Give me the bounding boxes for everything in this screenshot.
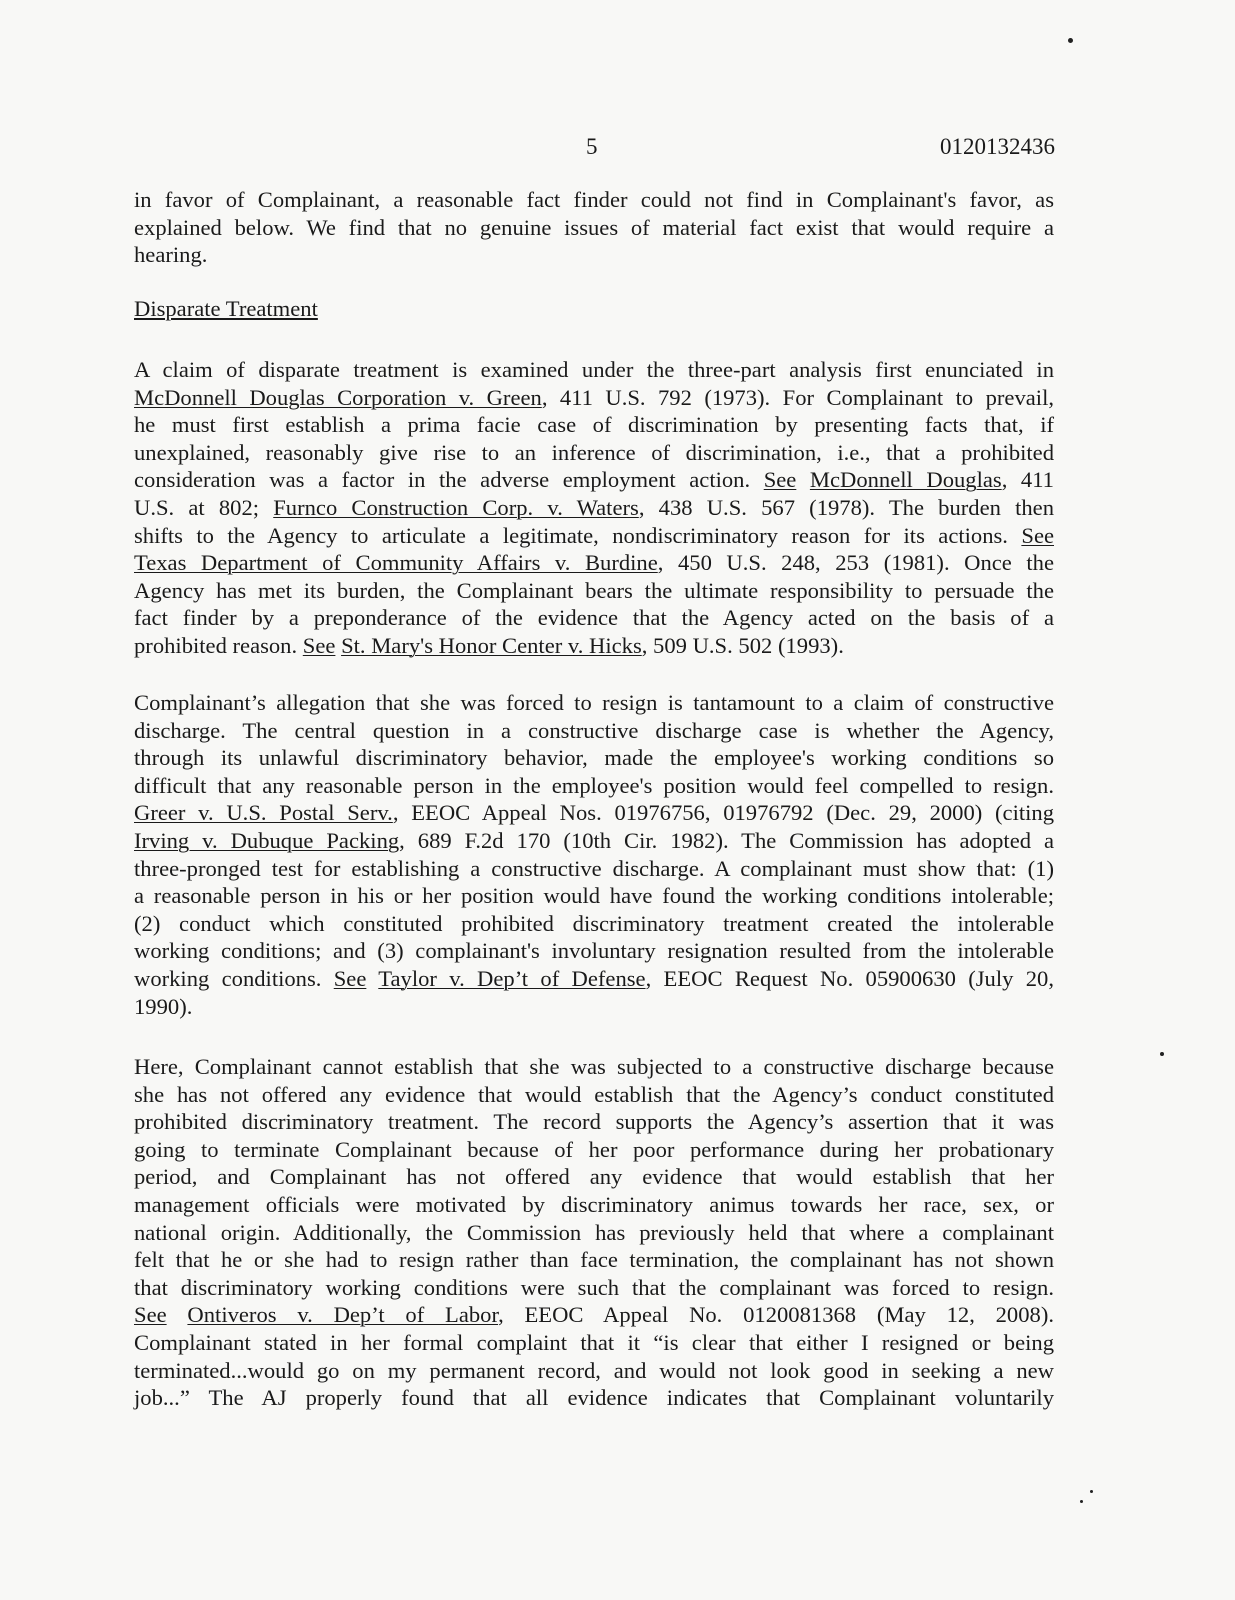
case-citation: Ontiveros v. Dep’t of Labor [187,1302,499,1328]
paragraph-disparate-treatment-standard [134,356,1054,660]
text-segment: prohibited discriminatory treatment. The record supports the Agency’s assertion that it was [134,1109,1054,1135]
text-segment: , 411 U.S. 792 (1973). For Complainant to prevail, [541,384,1054,410]
text-segment: difficult that any reasonable person in the employee's position would feel compelled to resign. [134,772,1054,798]
text-line [134,1357,1054,1385]
case-citation: Taylor v. Dep’t of Defense [378,965,646,991]
text-segment: Complainant stated in her formal complaint that it “is clear that either I resigned or being [134,1329,1054,1355]
text-segment: shifts to the Agency to articulate a legitimate, nondiscriminatory reason for its actions. [134,522,1022,548]
text-segment: Here, Complainant cannot establish that she was subjected to a constructive discharge because [134,1054,1054,1079]
text-segment: through its unlawful discriminatory behavior, made the employee's working conditions so [134,745,1054,771]
text-segment: , EEOC Appeal Nos. 01976756, 01976792 (Dec. 29, 2000) (citing [392,800,1054,826]
case-citation: McDonnell Douglas [809,467,1002,493]
text-segment [167,1302,188,1327]
text-line [134,1053,1054,1081]
text-line [134,1136,1054,1164]
text-line [134,214,1054,242]
text-line [134,356,1054,384]
text-segment: , 450 U.S. 248, 253 (1981). Once the [657,550,1054,576]
text-segment: that discriminatory working conditions were such that the complainant was forced to resign. [134,1274,1054,1300]
text-line [134,549,1054,577]
text-line [134,632,1054,660]
text-segment: Complainant’s allegation that she was forced to resign is tantamount to a claim of constructive [134,690,1054,715]
text-segment: , 438 U.S. 567 (1978). The burden then [638,494,1054,520]
text-segment: terminated...would go on my permanent record, and would not look good in seeking a new [134,1357,1054,1383]
text-segment: prohibited reason. [134,632,303,658]
text-segment: national origin. Additionally, the Commission has previously held that where a complainant [134,1219,1054,1245]
text-segment: 1990). [134,993,193,1019]
scan-speck [1090,1490,1093,1493]
text-segment: hearing. [134,242,208,268]
text-line [134,186,1054,214]
text-line [134,577,1054,605]
text-segment: felt that he or she had to resign rather than face termination, the complainant has not shown [134,1247,1054,1273]
text-line [134,411,1054,439]
text-segment: in favor of Complainant, a reasonable fact finder could not find in Complainant's favor, as [134,187,1054,212]
case-citation: McDonnell Douglas Corporation v. Green [134,384,542,410]
case-citation: Furnco Construction Corp. v. Waters [273,494,639,520]
paragraph-constructive-discharge [134,689,1054,1020]
text-segment: , 509 U.S. 502 (1993). [641,632,844,658]
scan-speck [1080,1500,1083,1503]
case-citation: Irving v. Dubuque Packing [134,827,400,853]
text-line [134,799,1054,827]
text-line [134,1329,1054,1357]
case-citation: See [763,467,797,493]
text-line [134,1081,1054,1109]
text-segment: Agency has met its burden, the Complainant bears the ultimate responsibility to persuade the [134,577,1054,603]
text-line [134,1108,1054,1136]
text-segment: U.S. at 802; [134,494,274,520]
scan-speck [1068,38,1073,43]
text-segment: discharge. The central question in a constructive discharge case is whether the Agency, [134,717,1054,743]
case-citation: Greer v. U.S. Postal Serv. [134,800,393,826]
text-segment [366,966,378,991]
paragraph-analysis [134,1053,1054,1412]
case-citation: St. Mary's Honor Center v. Hicks [341,632,642,658]
text-line [134,522,1054,550]
text-line [134,1246,1054,1274]
text-line [134,717,1054,745]
scan-speck [1160,1052,1164,1056]
text-line [134,1274,1054,1302]
text-segment: management officials were motivated by discriminatory animus towards her race, sex, or [134,1191,1054,1217]
text-segment: explained below. We find that no genuine issues of material fact exist that would require a [134,214,1054,240]
text-line [134,937,1054,965]
text-segment: , EEOC Appeal No. 0120081368 (May 12, 2008). [498,1302,1054,1328]
text-segment [796,467,810,492]
text-line [134,1219,1054,1247]
text-segment: period, and Complainant has not offered any evidence that would establish that her [134,1164,1054,1190]
section-heading: Disparate Treatment [134,296,318,321]
text-line [134,466,1054,494]
text-segment: working conditions; and (3) complainant's involuntary resignation resulted from the intolerable [134,938,1054,964]
text-line [134,965,1054,993]
text-line [134,241,1054,269]
text-line [134,604,1054,632]
case-citation: Texas Department of Community Affairs v. Burdine [134,550,658,576]
text-line [134,1191,1054,1219]
paragraph-summary-judgment [134,186,1054,269]
docket-number: 0120132436 [940,134,1055,159]
text-line [134,1384,1054,1412]
text-line [134,993,1054,1021]
text-line [134,494,1054,522]
text-line [134,1163,1054,1191]
text-segment: , EEOC Request No. 05900630 (July 20, [645,965,1054,991]
text-segment: working conditions. [134,965,334,991]
case-citation: See [333,965,367,991]
case-citation: See [302,632,336,658]
text-segment: unexplained, reasonably give rise to an inference of discrimination, i.e., that a prohibited [134,439,1054,465]
text-line [134,689,1054,717]
text-segment: (2) conduct which constituted prohibited discriminatory treatment created the intolerable [134,910,1054,936]
text-line [134,910,1054,938]
case-citation: See [134,1302,167,1328]
text-line [134,772,1054,800]
text-line [134,439,1054,467]
text-segment: , 689 F.2d 170 (10th Cir. 1982). The Commission has adopted a [399,827,1054,853]
text-segment: consideration was a factor in the adverse employment action. [134,467,764,493]
text-segment: going to terminate Complainant because of her poor performance during her probationary [134,1136,1054,1162]
text-segment: , 411 [1001,467,1054,493]
text-segment: he must first establish a prima facie case of discrimination by presenting facts that, if [134,412,1054,438]
text-line [134,882,1054,910]
text-line [134,855,1054,883]
text-segment: A claim of disparate treatment is examined under the three-part analysis first enunciated in [134,357,1054,382]
page-number: 5 [586,134,598,159]
text-segment: three-pronged test for establishing a constructive discharge. A complainant must show that: (1) [134,855,1054,881]
case-citation: See [1021,522,1054,548]
text-line [134,384,1054,412]
text-line [134,744,1054,772]
text-segment: she has not offered any evidence that would establish that the Agency’s conduct constituted [134,1081,1054,1107]
text-segment: job...” The AJ properly found that all evidence indicates that Complainant voluntarily [134,1385,1054,1411]
text-line [134,827,1054,855]
text-segment: a reasonable person in his or her position would have found the working conditions intolerable; [134,883,1054,909]
text-line [134,1301,1054,1329]
text-segment: fact finder by a preponderance of the evidence that the Agency acted on the basis of a [134,605,1054,631]
